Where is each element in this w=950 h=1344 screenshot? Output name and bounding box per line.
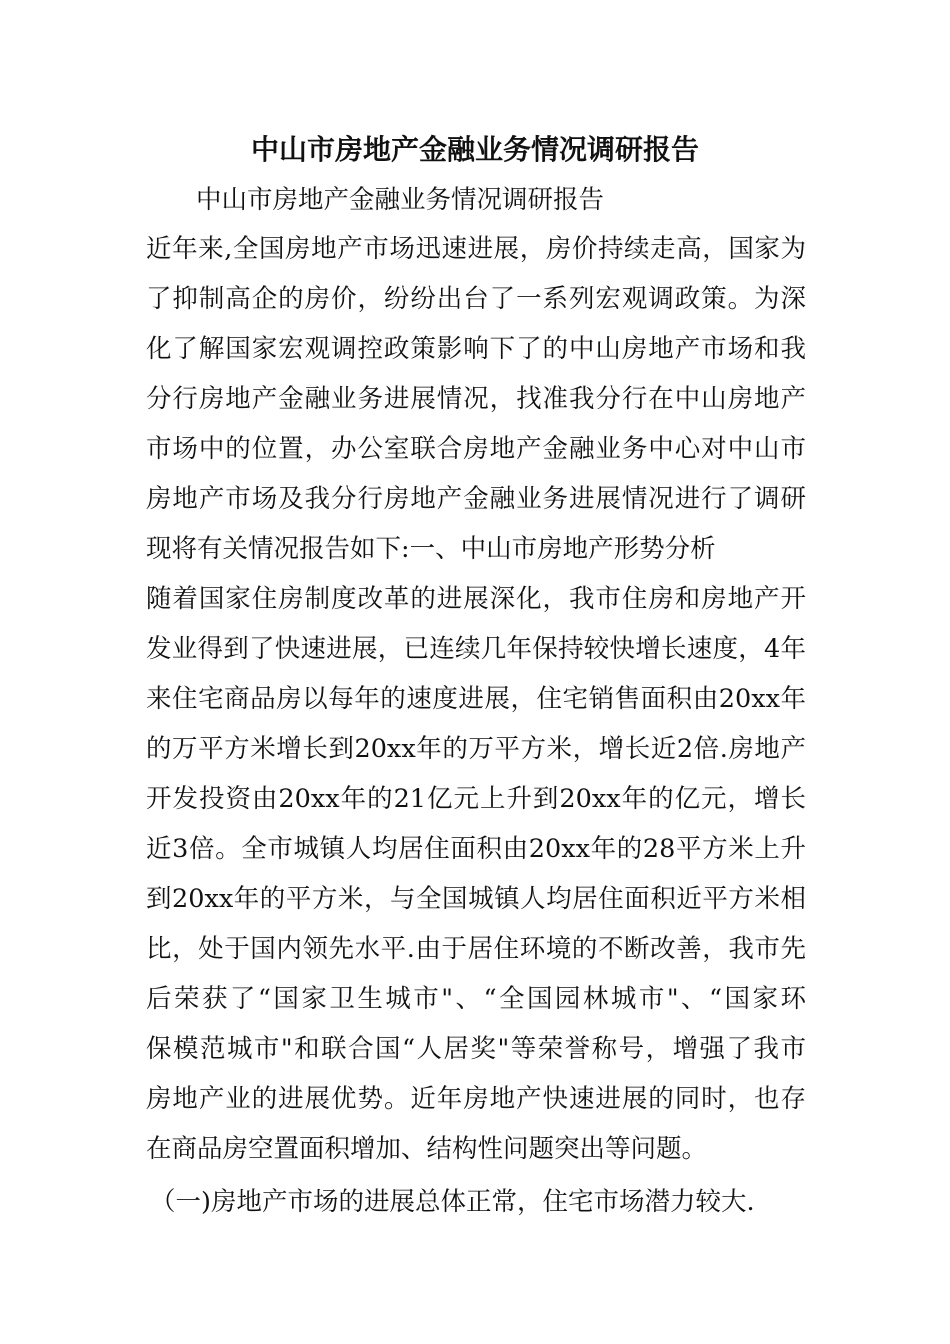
paragraph-line: 开发投资由20xx年的21亿元上升到20xx年的亿元，增长 [146, 784, 806, 814]
paragraph-line: 到20xx年的平方米，与全国城镇人均居住面积近平方米相 [146, 884, 806, 914]
section-heading: （一)房地产市场的进展总体正常，住宅市场潜力较大. [150, 1187, 755, 1217]
paragraph-line: 的万平方米增长到20xx年的万平方米，增长近2倍.房地产 [146, 734, 806, 764]
paragraph-line: 化了解国家宏观调控政策影响下了的中山房地产市场和我 [146, 334, 806, 364]
paragraph-line: 房地产市场及我分行房地产金融业务进展情况进行了调研 [146, 484, 806, 514]
paragraph-line: 来住宅商品房以每年的速度进展，住宅销售面积由20xx年 [146, 684, 806, 714]
paragraph-line: 发业得到了快速进展，已连续几年保持较快增长速度，4年 [146, 634, 806, 664]
paragraph-line: 市场中的位置，办公室联合房地产金融业务中心对中山市 [146, 434, 806, 464]
paragraph-line: 随着国家住房制度改革的进展深化，我市住房和房地产开 [146, 584, 806, 614]
paragraph-line: 近年来,全国房地产市场迅速进展，房价持续走高，国家为 [146, 234, 806, 264]
paragraph-line: 分行房地产金融业务进展情况，找准我分行在中山房地产 [146, 384, 806, 414]
paragraph-line: 比，处于国内领先水平.由于居住环境的不断改善，我市先 [146, 934, 806, 964]
paragraph-line: 后荣获了“国家卫生城市"、“全国园林城市"、“国家环 [146, 984, 806, 1014]
document-title: 中山市房地产金融业务情况调研报告 [250, 133, 699, 166]
document-subtitle: 中山市房地产金融业务情况调研报告 [196, 185, 605, 215]
paragraph-line: 房地产业的进展优势。近年房地产快速进展的同时，也存 [146, 1084, 806, 1114]
paragraph-line: 现将有关情况报告如下:一、中山市房地产形势分析 [146, 534, 716, 564]
paragraph-line: 近3倍。全市城镇人均居住面积由20xx年的28平方米上升 [146, 834, 806, 864]
paragraph-line: 在商品房空置面积增加、结构性问题突出等问题。 [146, 1134, 708, 1164]
paragraph-line: 了抑制高企的房价，纷纷出台了一系列宏观调政策。为深 [146, 284, 806, 314]
paragraph-line: 保模范城市"和联合国“人居奖"等荣誉称号，增强了我市 [146, 1034, 806, 1064]
